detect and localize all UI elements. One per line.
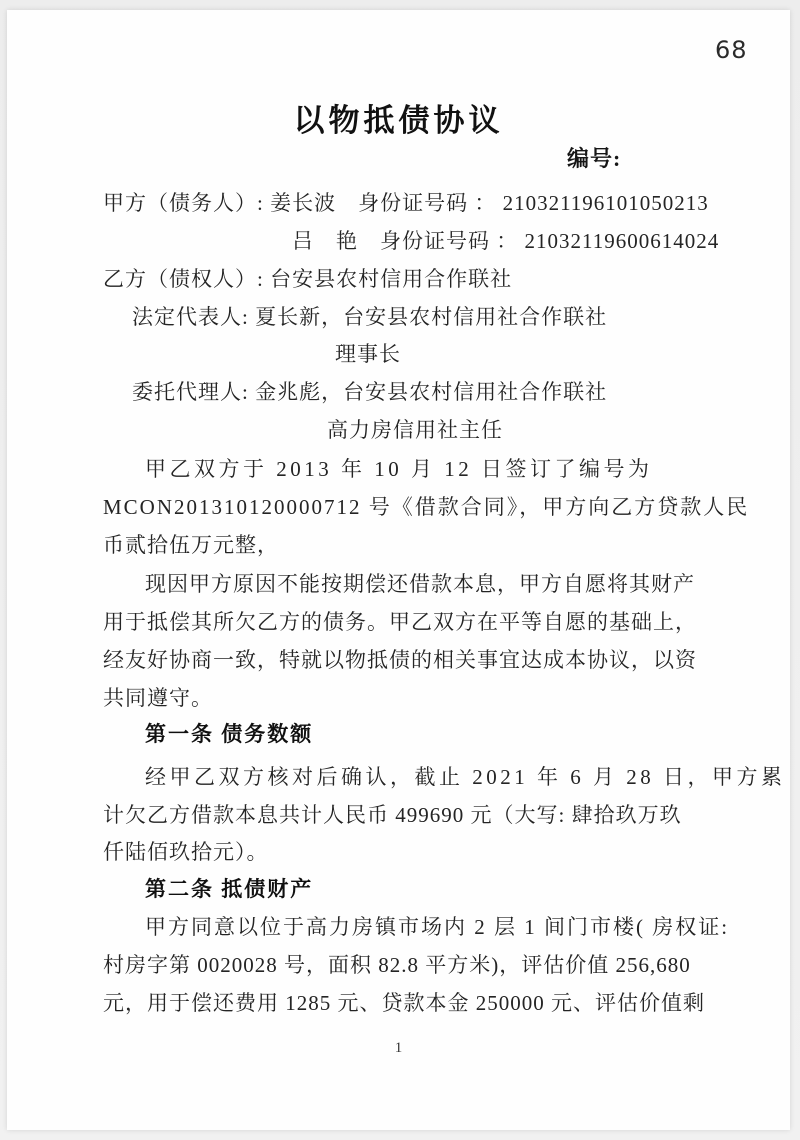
doc-line-debt-1: 经甲乙双方核对后确认，截止 2021 年 6 月 28 日，甲方累 [145, 765, 786, 789]
doc-line-intro-2: MCON201310120000712 号《借款合同》，甲方向乙方贷款人民 [103, 495, 750, 519]
doc-line-property-1: 甲方同意以位于高力房镇市场内 2 层 1 间门市楼( 房权证: [145, 915, 730, 939]
doc-line-party-a2: 吕 艳 身份证号码 ： 21032119600614024 [292, 229, 720, 253]
document-title: 以物抵债协议 [293, 103, 504, 138]
doc-line-intro-1: 甲乙双方于 2013 年 10 月 12 日签订了编号为 [145, 457, 653, 481]
doc-line-chairman: 理事长 [335, 342, 401, 366]
doc-line-debt-3: 仟陆佰玖拾元）。 [103, 840, 269, 864]
doc-line-debt-2: 计欠乙方借款本息共计人民币 499690 元（大写: 肆拾玖万玖 [103, 803, 682, 827]
doc-line-legal-rep: 法定代表人: 夏长新，台安县农村信用社合作联社 [132, 305, 608, 329]
doc-line-recital-2: 用于抵偿其所欠乙方的债务。甲乙双方在平等自愿的基础上， [103, 610, 697, 634]
doc-line-agent-title: 高力房信用社主任 [327, 418, 503, 442]
doc-line-property-3: 元，用于偿还费用 1285 元、贷款本金 250000 元、评估价值剩 [103, 991, 705, 1015]
agreement-number-label: 编号: [567, 146, 622, 171]
doc-heading-article-1: 第一条 债务数额 [145, 722, 314, 746]
document-page [7, 10, 790, 1130]
corner-page-number: 68 [715, 36, 748, 64]
doc-line-agent: 委托代理人: 金兆彪，台安县农村信用社合作联社 [132, 380, 608, 404]
doc-line-property-2: 村房字第 0020028 号，面积 82.8 平方米)，评估价值 256,680 [103, 953, 691, 977]
doc-heading-article-2: 第二条 抵债财产 [145, 877, 314, 901]
doc-line-intro-3: 币贰拾伍万元整， [103, 533, 279, 557]
doc-line-party-a: 甲方（债务人）: 姜长波 身份证号码 ： 210321196101050213 [103, 191, 709, 215]
doc-line-party-b: 乙方（债权人）: 台安县农村信用合作联社 [103, 267, 513, 291]
footer-page-number: 1 [394, 1040, 403, 1056]
doc-line-recital-4: 共同遵守。 [103, 686, 213, 710]
doc-line-recital-1: 现因甲方原因不能按期偿还借款本息，甲方自愿将其财产 [145, 572, 695, 596]
doc-line-recital-3: 经友好协商一致，特就以物抵债的相关事宜达成本协议，以资 [103, 648, 697, 672]
